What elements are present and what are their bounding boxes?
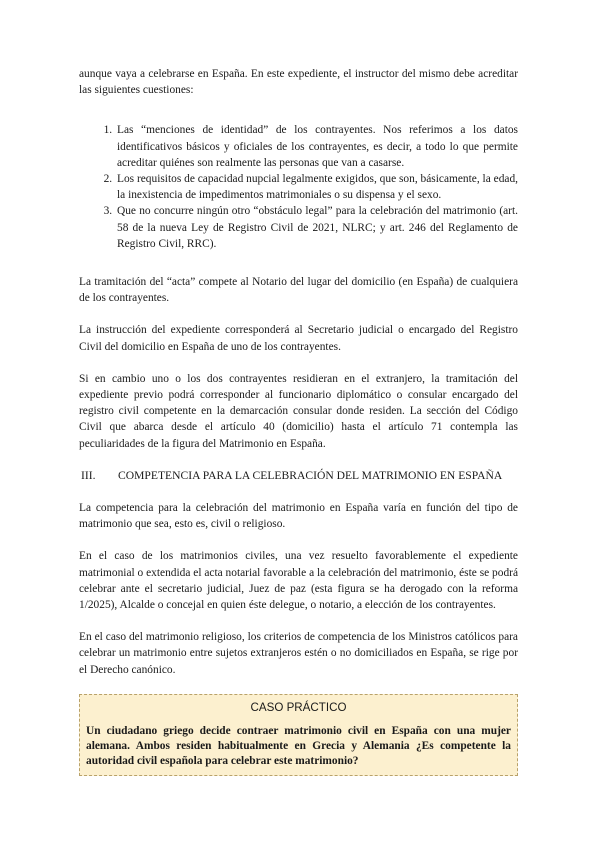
section-title: COMPETENCIA PARA LA CELEBRACIÓN DEL MATRIMONIO EN ESPAÑA [118,468,503,482]
list-item: 2. Los requisitos de capacidad nupcial legalmente exigidos, que son, básicamente, la edad, la inexistencia de impedimentos matrimoniales o su dispensa y el sexo. [115,171,518,203]
paragraph-religioso: En el caso del matrimonio religioso, los criterios de competencia de los Ministros católicos para celebrar un matrimonio entre sujetos extranjeros estén o no domiciliados en España, se rige por el Derecho canónico. [79,631,518,676]
case-study-box [79,694,518,776]
paragraph-instruccion: La instrucción del expediente corresponderá al Secretario judicial o encargado del Registro Civil del domicilio en España de uno de los contrayentes. [79,324,518,353]
paragraph-extranjero: Si en cambio uno o los dos contrayentes residieran en el extranjero, la tramitación del expediente previo podrá corresponder al funcionario diplomático o consular encargado del registro civil competente en la demarcación consular donde residen. La sección del Código Civil que abarca desde el artículo 40 (domicilio) hasta el artículo 71 contempla las peculiaridades de la figura del Matrimonio en España. [79,372,518,450]
list-item: 3. Que no concurre ningún otro “obstáculo legal” para la celebración del matrimonio (art. 58 de la nueva Ley de Registro Civil de 2021, NLRC; y art. 246 del Reglamento de Registro Civil, RRC). [115,203,518,252]
requirements-list [79,122,518,252]
case-study-title: CASO PRÁCTICO [250,700,347,714]
section-number: III. [81,468,96,482]
case-study-text: Un ciudadano griego decide contraer matrimonio civil en España con una mujer alemana. Ambos residen habitualmente en Grecia y Alemania ¿Es competente la autoridad civil española para celebrar este matrimonio? [86,725,511,768]
paragraph-acta: La tramitación del “acta” compete al Notario del lugar del domicilio (en España) de cualquiera de los contrayentes. [79,276,518,305]
paragraph-competencia: La competencia para la celebración del matrimonio en España varía en función del tipo de matrimonio que sea, esto es, civil o religioso. [79,502,518,531]
intro-paragraph: aunque vaya a celebrarse en España. En este expediente, el instructor del mismo debe acreditar las siguientes cuestiones: [79,68,518,97]
list-item: 1. Las “menciones de identidad” de los contrayentes. Nos referimos a los datos identificativos básicos y oficiales de los contrayentes, es decir, a todo lo que permite acreditar quiénes son realmente las personas que van a casarse. [115,122,518,171]
paragraph-civil: En el caso de los matrimonios civiles, una vez resuelto favorablemente el expediente matrimonial o extendida el acta notarial favorable a la celebración del matrimonio, éste se podrá celebrar ante el secretario judicial, Juez de paz (esta figura se ha derogado con la reforma 1/2025), Alcalde o concejal en quien éste delegue, o notario, a elección de los contrayentes. [79,550,518,612]
section-heading [79,468,518,484]
